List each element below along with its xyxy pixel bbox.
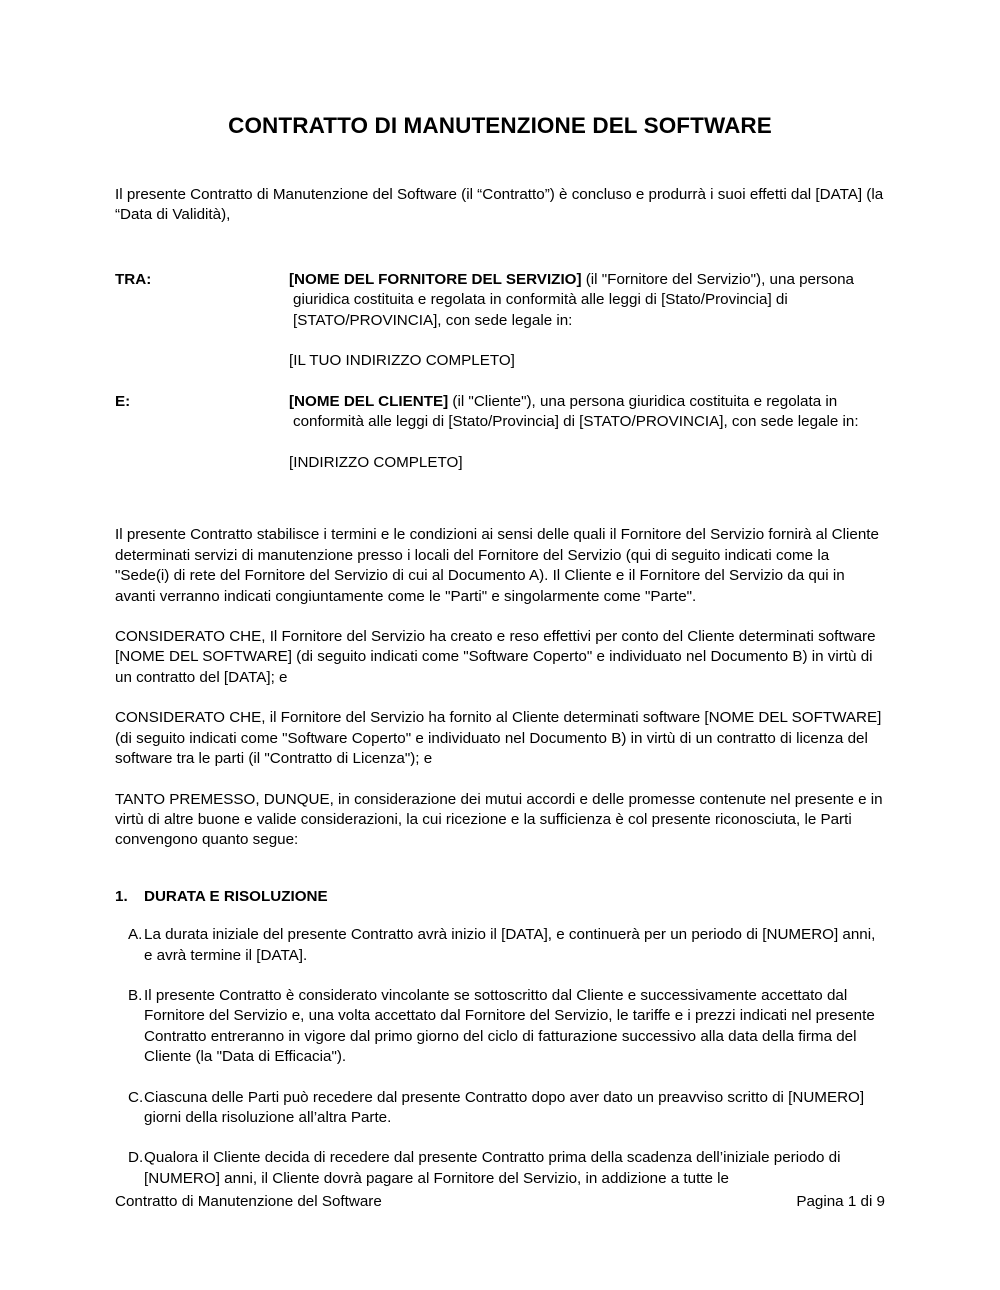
recital-paragraph: Il presente Contratto stabilisce i termini e le condizioni ai sensi delle quali il Fornitore del Servizio fornirà al Cliente determinati servizi di manutenzione presso i locali del Fornitore del Servizio (qui di seguito indicati come la "Sede(i) di rete del Fornitore del Servizio di cui al Documento A). Il Cliente e il Fornitore del Servizio da qui in avanti verranno indicati congiuntamente come le "Parti" e singolarmente come "Parte".	[115, 526, 879, 605]
recital-paragraph: TANTO PREMESSO, DUNQUE, in considerazione dei mutui accordi e delle promesse contenute nel presente e in virtù di altre buone e valide considerazioni, la cui ricezione e la sufficienza è col presente riconosciuta, le Parti convengono quanto segue:	[115, 790, 883, 849]
clause-text: Ciascuna delle Parti può recedere dal presente Contratto dopo aver dato un preavviso scritto di [NUMERO] giorni della risoluzione all’altra Parte.	[144, 1088, 865, 1126]
clause-item	[115, 925, 885, 966]
page-footer	[115, 1192, 885, 1212]
clause-marker: C.	[128, 1088, 144, 1106]
footer-document-name: Contratto di Manutenzione del Software	[115, 1193, 382, 1210]
party-address-client: [INDIRIZZO COMPLETO]	[289, 454, 463, 472]
page-title: CONTRATTO DI MANUTENZIONE DEL SOFTWARE	[228, 113, 772, 138]
clause-item	[115, 986, 885, 1068]
recital-paragraph: CONSIDERATO CHE, Il Fornitore del Servizio ha creato e reso effettivi per conto del Cliente determinati software [NOME DEL SOFTWARE] (di seguito indicati come "Software Coperto" e individuato nel Documento B) in virtù di un contratto del [DATA]; e	[115, 628, 876, 686]
clause-text: Il presente Contratto è considerato vincolante se sottoscritto dal Cliente e successivamente accettato dal Fornitore del Servizio e, una volta accettato dal Fornitore del Servizio, le tariffe e i prezzi indicati nel presente Contratto entreranno in vigore dal primo giorno del ciclo di fatturazione successivo alla data della firma del Cliente (la "Data di Efficacia").	[144, 986, 875, 1066]
party-body-client	[289, 392, 885, 474]
party-body-provider	[289, 270, 885, 372]
party-name-provider: [NOME DEL FORNITORE DEL SERVIZIO]	[289, 270, 582, 288]
clause-text: Qualora il Cliente decida di recedere dal presente Contratto prima della scadenza dell’iniziale periodo di [NUMERO] anni, il Cliente dovrà pagare al Fornitore del Servizio, in addizione a tutte le	[144, 1149, 841, 1187]
section-number: 1.	[115, 887, 128, 905]
recitals-section	[115, 473, 885, 850]
party-row-provider	[115, 270, 885, 372]
party-lead-client	[289, 392, 885, 433]
party-lead-provider	[289, 270, 885, 331]
party-address-provider: [IL TUO INDIRIZZO COMPLETO]	[289, 352, 515, 370]
clause-list	[115, 907, 885, 1189]
party-description-provider: (il "Fornitore del Servizio"), una persona giuridica costituita e regolata in conformità alle leggi di [Stato/Provincia] di [STATO/PROVINCIA], con sede legale in:	[293, 270, 854, 329]
clause-item	[115, 1148, 885, 1189]
clause-marker: B.	[128, 986, 143, 1004]
intro-paragraph: Il presente Contratto di Manutenzione del Software (il “Contratto”) è concluso e produrrà i suoi effetti dal [DATA] (la “Data di Validità),	[115, 186, 884, 224]
section-heading-1	[115, 851, 885, 907]
recital-paragraph: CONSIDERATO CHE, il Fornitore del Servizio ha fornito al Cliente determinati software [NOME DEL SOFTWARE] (di seguito indicati come "Software Coperto" e individuato nel Documento B) in virtù di un contratto di licenza del software tra le parti (il "Contratto di Licenza"); e	[115, 709, 882, 768]
clause-item	[115, 1088, 885, 1129]
section-title: DURATA E RISOLUZIONE	[144, 887, 328, 905]
party-label-e: E:	[115, 392, 131, 410]
party-row-client	[115, 392, 885, 474]
party-description-client: (il "Cliente"), una persona giuridica costituita e regolata in conformità alle leggi di [Stato/Provincia] di [STATO/PROVINCIA], con sede legale in:	[293, 392, 859, 431]
clause-marker: D.	[128, 1149, 144, 1167]
party-name-client: [NOME DEL CLIENTE]	[289, 392, 449, 410]
parties-section	[115, 226, 885, 474]
footer-page-number: Pagina 1 di 9	[796, 1193, 885, 1210]
clause-text: La durata iniziale del presente Contratto avrà inizio il [DATA], e continuerà per un periodo di [NUMERO] anni, e avrà termine il [DATA].	[144, 926, 876, 964]
party-label-tra: TRA:	[115, 270, 152, 288]
clause-marker: A.	[128, 926, 143, 944]
